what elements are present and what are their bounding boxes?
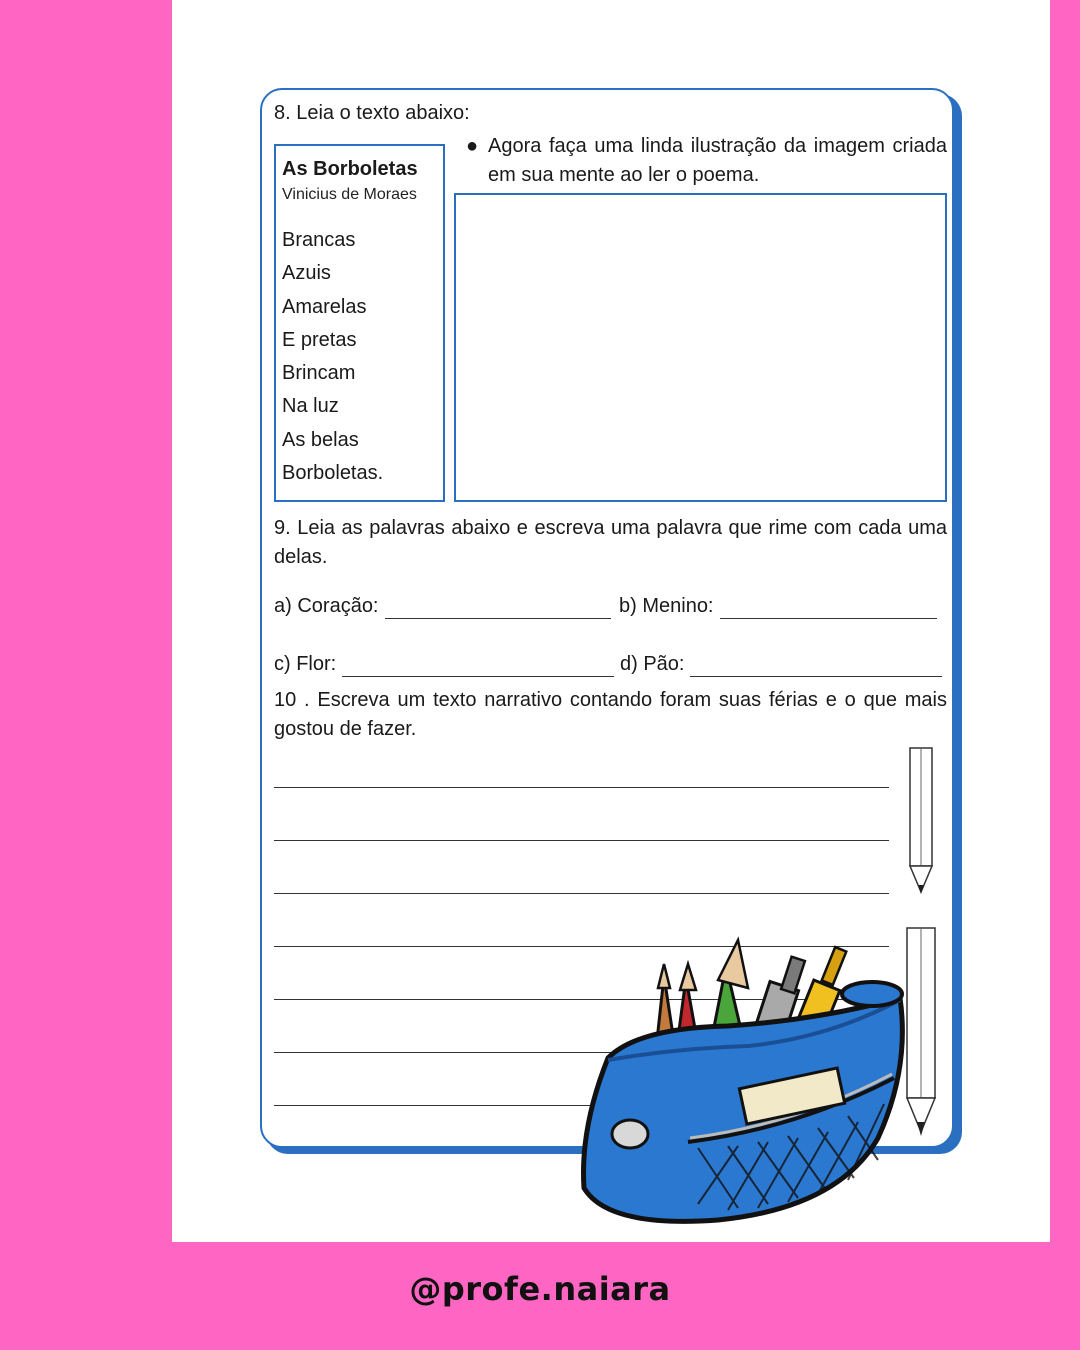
rhyme-label: c) Flor: [274,653,337,675]
bullet-icon: ● [466,135,479,157]
question-8-title: 8. Leia o texto abaixo: [274,102,470,124]
illustration-instruction [466,132,947,190]
illustration-drawing-area[interactable] [454,193,947,502]
poem-line: Na luz [282,395,339,418]
author-handle: @profe.naiara [409,1270,671,1308]
writing-line[interactable] [274,893,889,894]
poem-line: Amarelas [282,295,367,318]
poem-title: As Borboletas [282,158,418,180]
poem-author: Vinicius de Moraes [282,186,417,203]
rhyme-item-d [620,651,942,677]
writing-line[interactable] [274,787,889,788]
poem-box [274,144,445,502]
rhyme-item-b [619,593,937,619]
rhyme-label: a) Coração: [274,595,379,617]
poem-line: Brancas [282,229,356,251]
poem-line: Azuis [282,262,331,285]
poem-line: E pretas [282,328,357,351]
rhyme-answer-blank[interactable] [720,596,937,619]
rhyme-item-a [274,593,611,619]
writing-line[interactable] [274,840,889,841]
rhyme-answer-blank[interactable] [690,654,942,677]
rhyme-label: d) Pão: [620,653,685,675]
rhyme-item-c [274,651,614,677]
instruction-text: Agora faça uma linda ilustração da imagem criada em sua mente ao ler o poema. [488,135,947,186]
rhyme-label: b) Menino: [619,595,714,617]
pencil-icon [906,746,936,898]
poem-line: As belas [282,428,359,451]
rhyme-answer-blank[interactable] [342,654,614,677]
question-10-title: 10 . Escreva um texto narrativo contando foram suas férias e o que mais gostou de fazer. [274,689,947,740]
pencil-case-illustration [578,928,914,1228]
question-9-title: 9. Leia as palavras abaixo e escreva uma palavra que rime com cada uma delas. [274,517,947,568]
poem-line: Borboletas. [282,462,384,485]
rhyme-answer-blank[interactable] [385,596,611,619]
poem-line: Brincam [282,362,356,385]
